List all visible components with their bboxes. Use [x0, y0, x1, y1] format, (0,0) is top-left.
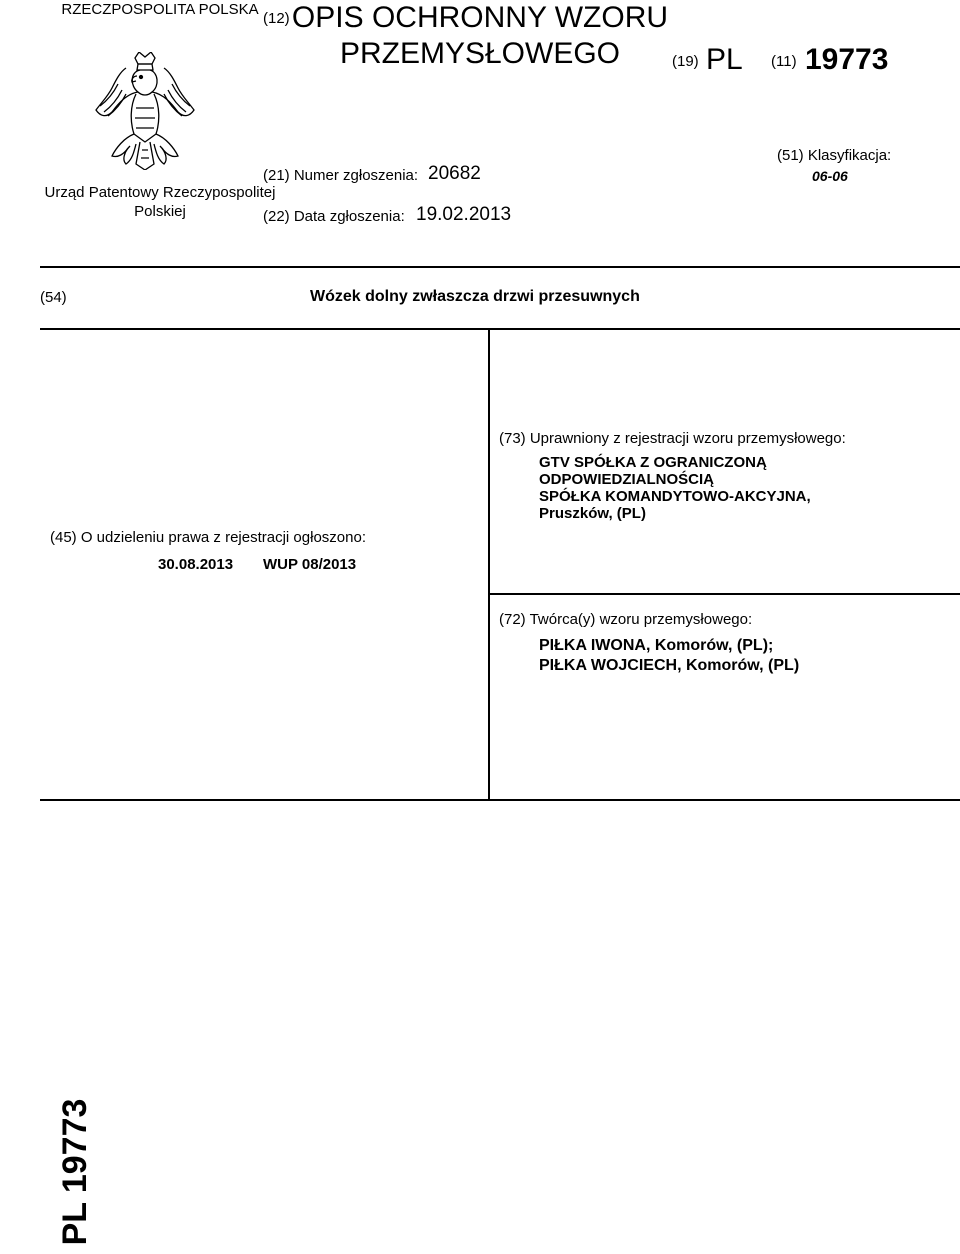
classification-value: 06-06 [812, 168, 848, 184]
creator-line: PIŁKA IWONA, Komorów, (PL); [539, 637, 774, 654]
polish-eagle-emblem [90, 52, 200, 170]
holder-name [539, 454, 811, 522]
code-12: (12) [263, 10, 290, 27]
divider-title [40, 328, 960, 330]
application-number-label: (21) Numer zgłoszenia: [263, 167, 419, 184]
application-date-label: (22) Data zgłoszenia: [263, 208, 405, 225]
application-number: 20682 [428, 163, 481, 184]
creators-names [539, 636, 799, 676]
holder-line: Pruszków, (PL) [539, 505, 646, 522]
divider-right-mid [489, 593, 960, 595]
application-date: 19.02.2013 [416, 204, 512, 225]
code-19: (19) [672, 53, 699, 70]
patent-office-name: Urząd Patentowy Rzeczypospolitej Polskiej [44, 184, 276, 220]
holder-line: SPÓŁKA KOMANDYTOWO-AKCYJNA, [539, 488, 811, 505]
document-title: OPIS OCHRONNY WZORU PRZEMYSŁOWEGO [291, 1, 669, 70]
grant-label: (45) O udzieleniu prawa z rejestracji ogłoszono: [50, 529, 366, 546]
holder-label: (73) Uprawniony z rejestracji wzoru przemysłowego: [499, 430, 846, 447]
creators-label: (72) Twórca(y) wzoru przemysłowego: [499, 611, 753, 628]
creator-line: PIŁKA WOJCIECH, Komorów, (PL) [539, 657, 800, 674]
holder-line: ODPOWIEDZIALNOŚCIĄ [539, 471, 714, 488]
code-54: (54) [40, 289, 67, 306]
patent-number: 19773 [805, 43, 889, 76]
bulletin-reference: WUP 08/2013 [263, 556, 357, 573]
design-title: Wózek dolny zwłaszcza drzwi przesuwnych [310, 288, 640, 305]
side-document-id: PL 19773 [56, 1098, 94, 1246]
code-11: (11) [771, 53, 797, 70]
country-name: RZECZPOSPOLITA POLSKA [61, 1, 259, 18]
country-code: PL [706, 43, 743, 76]
divider-top [40, 266, 960, 268]
classification-label: (51) Klasyfikacja: [777, 147, 892, 164]
grant-date: 30.08.2013 [158, 556, 234, 573]
divider-vertical [488, 330, 490, 801]
divider-bottom [40, 799, 960, 801]
holder-line: GTV SPÓŁKA Z OGRANICZONĄ [539, 454, 767, 471]
